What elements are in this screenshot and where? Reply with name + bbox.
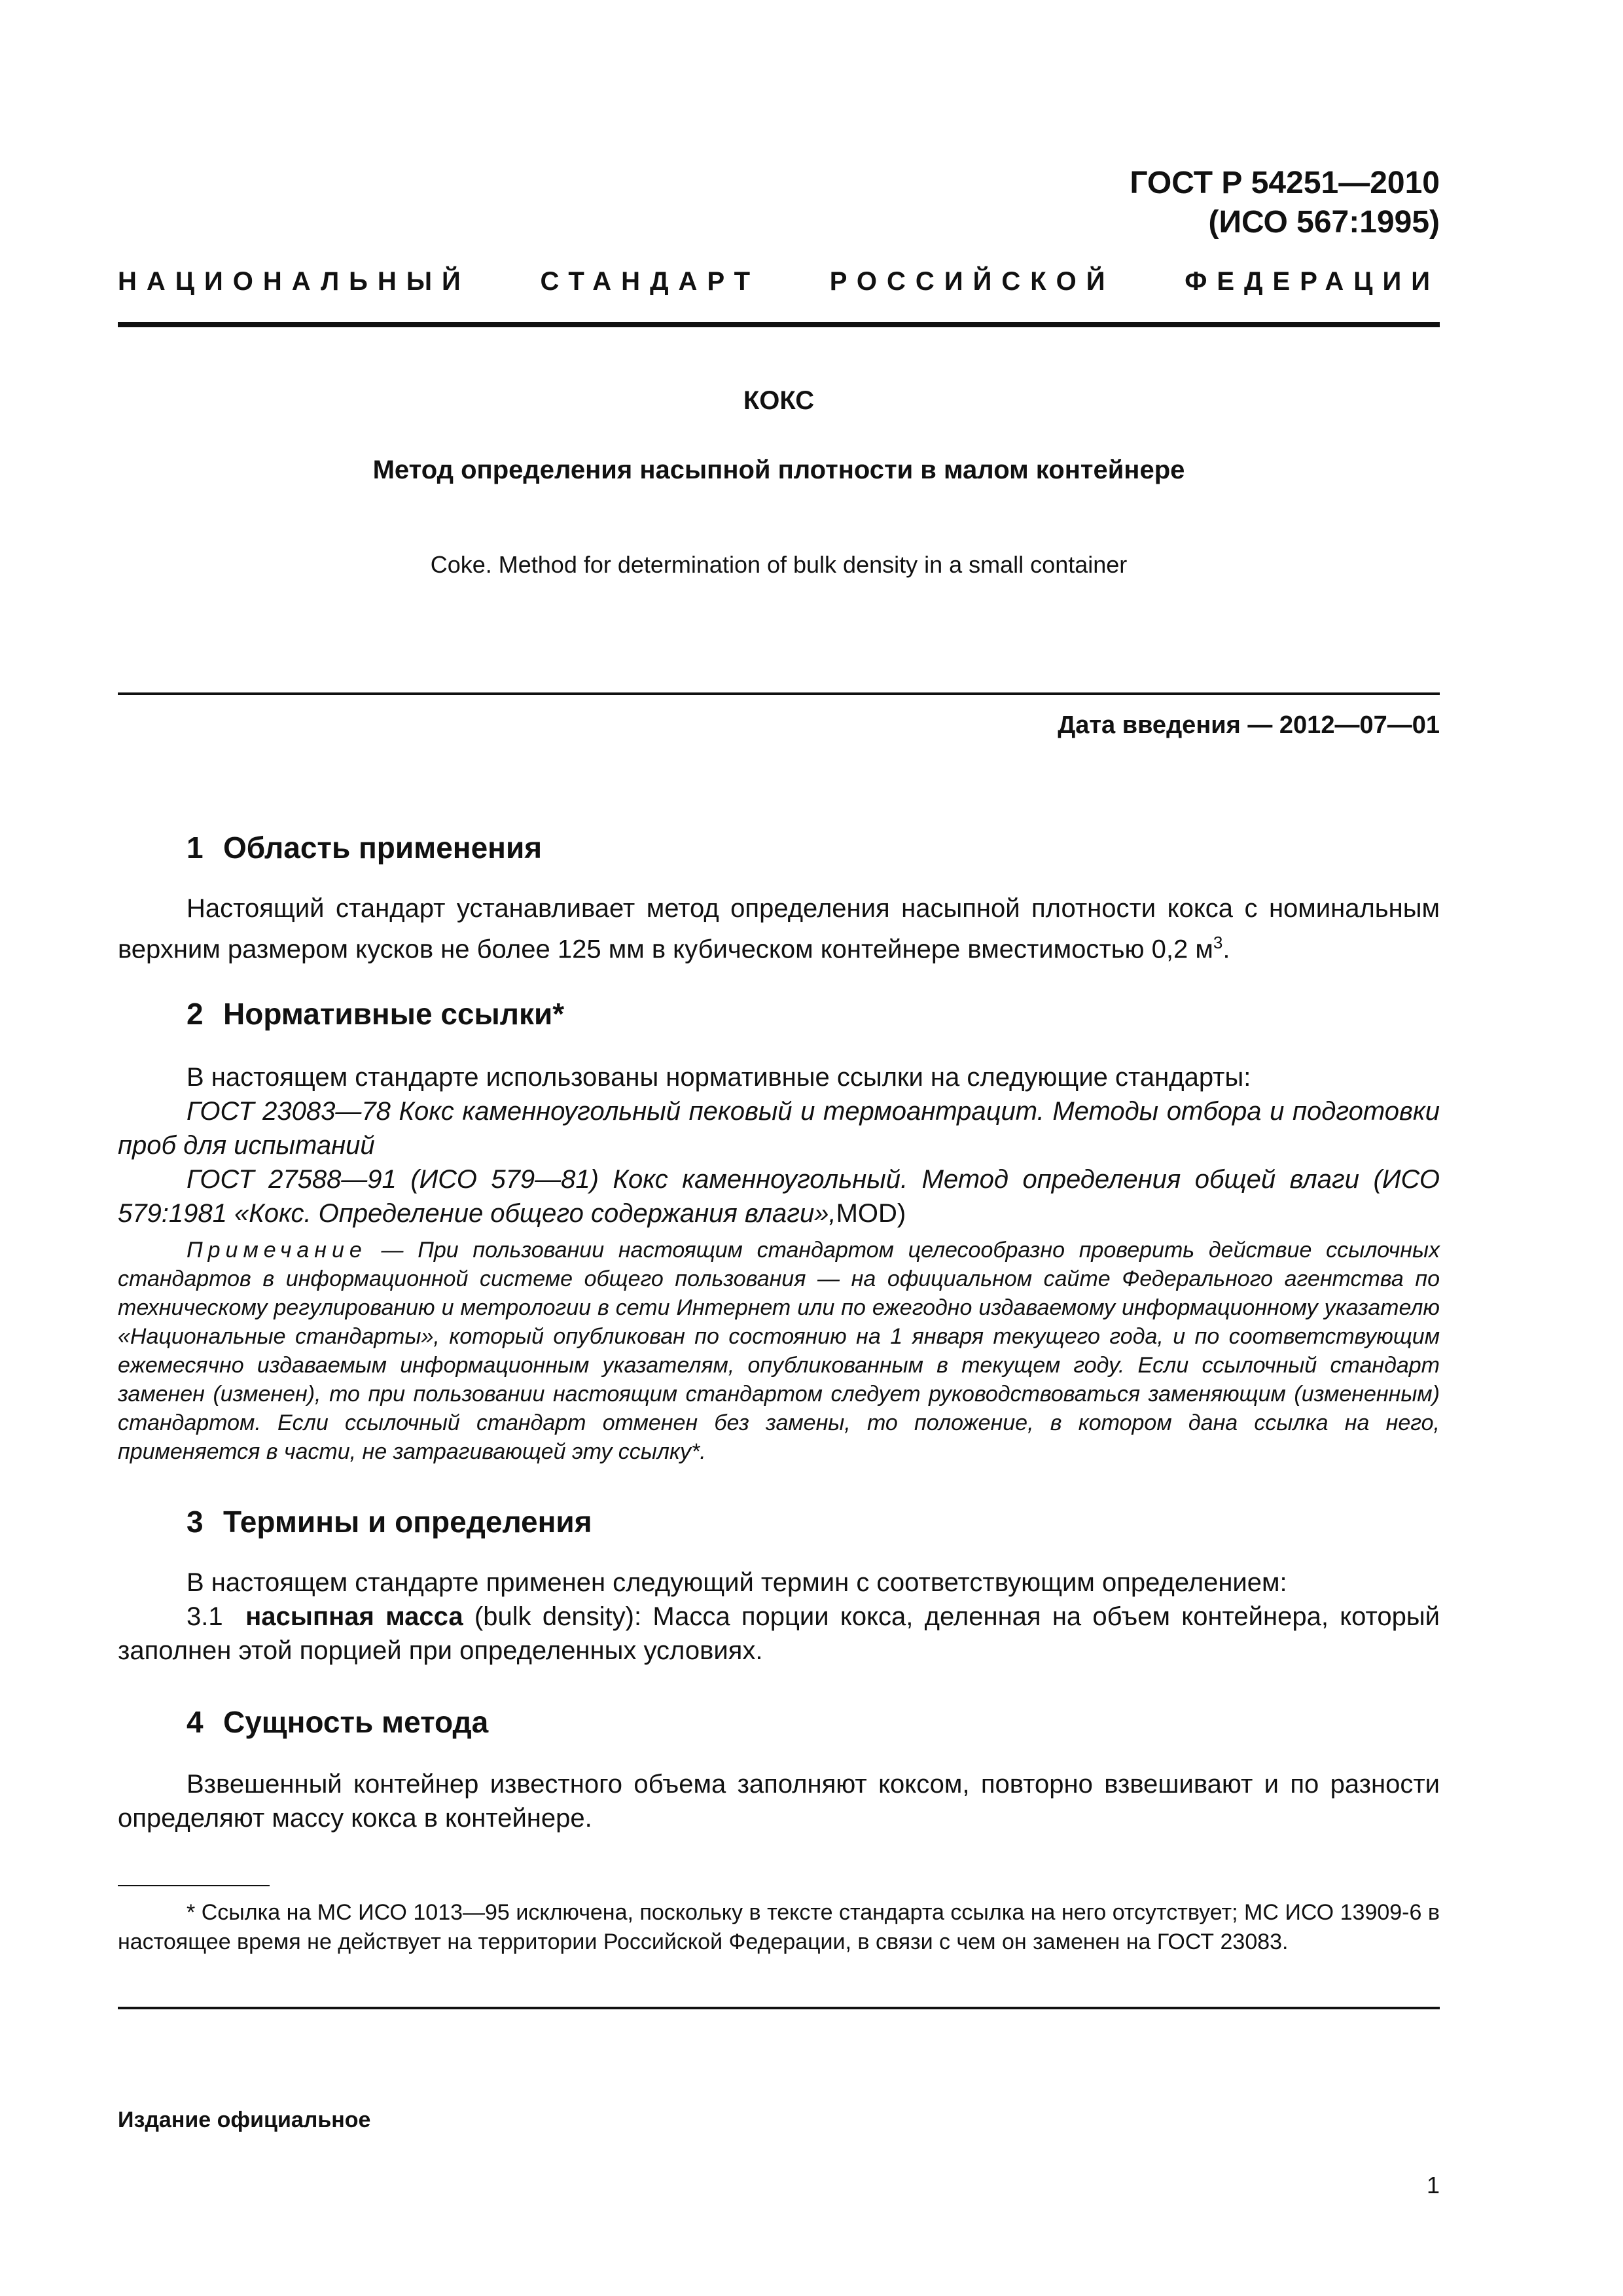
section-2-heading — [187, 996, 564, 1031]
section-title: Сущность метода — [223, 1705, 489, 1739]
footnote-separator — [118, 1885, 270, 1886]
section-4-heading — [187, 1704, 488, 1740]
footer-rule — [118, 2007, 1440, 2009]
reference-gost-23083: ГОСТ 23083—78 Кокс каменноугольный пековый и термоантрацит. Методы отбора и подготовки проб для испытаний — [118, 1097, 1440, 1160]
references-note — [118, 1236, 1440, 1466]
banner-word-2: СТАНДАРТ — [540, 267, 760, 296]
page-number: 1 — [1426, 2172, 1440, 2198]
note-label: Примечание — [187, 1238, 367, 1263]
title-rule — [118, 692, 1440, 695]
section-number: 1 — [187, 831, 204, 865]
scope-text: Настоящий стандарт устанавливает метод определения насыпной плотности кокса с номинальным верхним размером кусков не более 125 мм в кубическом контейнере вместимостью 0,2 м — [118, 894, 1440, 964]
term-number: 3.1 — [187, 1602, 223, 1631]
term-text: (bulk density): Масса порции кокса, деленная на объем контейнера, который заполнен этой порцией при определенных условиях. — [118, 1602, 1440, 1665]
document-title: КОКС — [743, 386, 815, 415]
section-title: Область применения — [223, 831, 543, 865]
section-3-heading — [187, 1504, 592, 1539]
iso-number: (ИСО 567:1995) — [1208, 205, 1440, 240]
section-number: 3 — [187, 1505, 204, 1539]
section-1-heading — [187, 830, 542, 865]
superscript: 3 — [1213, 933, 1223, 952]
section-number: 2 — [187, 997, 204, 1031]
gost-number: ГОСТ Р 54251—2010 — [1130, 166, 1440, 200]
banner-word-4: ФЕДЕРАЦИИ — [1185, 267, 1440, 296]
section-1-text — [118, 891, 1440, 966]
term-name: насыпная масса — [245, 1602, 463, 1631]
reference-mod: MOD) — [836, 1199, 906, 1228]
document-subtitle: Метод определения насыпной плотности в малом контейнере — [372, 456, 1185, 484]
national-standard-banner — [118, 267, 1440, 296]
terms-intro: В настоящем стандарте применен следующий термин с соответствующим определением: — [187, 1568, 1287, 1597]
note-text: — При пользовании настоящим стандартом целесообразно проверить действие ссылочных стандартов в информационной системе общего пользования — на официальном сайте Федерального агентства по техническому регулированию и метрологии в сети Интернет или по ежегодно издаваемому информационному указателю «Национальные стандарты», который опубликован по состоянию на 1 января текущего года, и по соответствующим ежемесячно издаваемым информационным указателям, опубликованным в текущем году. Если ссылочный стандарт заменен (изменен), то при пользовании настоящим стандартом следует руководствоваться заменяющим (измененным) стандартом. Если ссылочный стандарт отменен без замены, то положение, в котором дана ссылка на него, применяется в части, не затрагивающей эту ссылку*. — [118, 1238, 1440, 1464]
references-intro: В настоящем стандарте использованы нормативные ссылки на следующие стандарты: — [187, 1063, 1251, 1092]
header-rule — [118, 322, 1440, 327]
reference-gost-27588 — [118, 1162, 1440, 1230]
english-title: Coke. Method for determination of bulk density in a small container — [430, 551, 1128, 578]
banner-word-3: РОССИЙСКОЙ — [829, 267, 1115, 296]
banner-word-1: НАЦИОНАЛЬНЫЙ — [118, 267, 471, 296]
section-title: Нормативные ссылки* — [223, 997, 565, 1031]
period: . — [1222, 935, 1230, 964]
section-title: Термины и определения — [223, 1505, 592, 1539]
section-number: 4 — [187, 1705, 204, 1739]
document-code — [851, 164, 1440, 242]
term-definition — [118, 1600, 1440, 1668]
reference-text: ГОСТ 27588—91 (ИСО 579—81) Кокс каменноугольный. Метод определения общей влаги (ИСО 579:1981 «Кокс. Определение общего содержания влаги», — [118, 1165, 1440, 1228]
section-4-text: Взвешенный контейнер известного объема заполняют коксом, повторно взвешивают и по разности определяют массу кокса в контейнере. — [118, 1770, 1440, 1833]
edition-label: Издание официальное — [118, 2108, 371, 2132]
footnote: * Ссылка на МС ИСО 1013—95 исключена, поскольку в тексте стандарта ссылка на него отсутствует; МС ИСО 13909-6 в настоящее время не действует на территории Российской Федерации, в связи с чем он заменен на ГОСТ 23083. — [118, 1900, 1440, 1954]
introduction-date: Дата введения — 2012—07—01 — [1058, 711, 1440, 739]
